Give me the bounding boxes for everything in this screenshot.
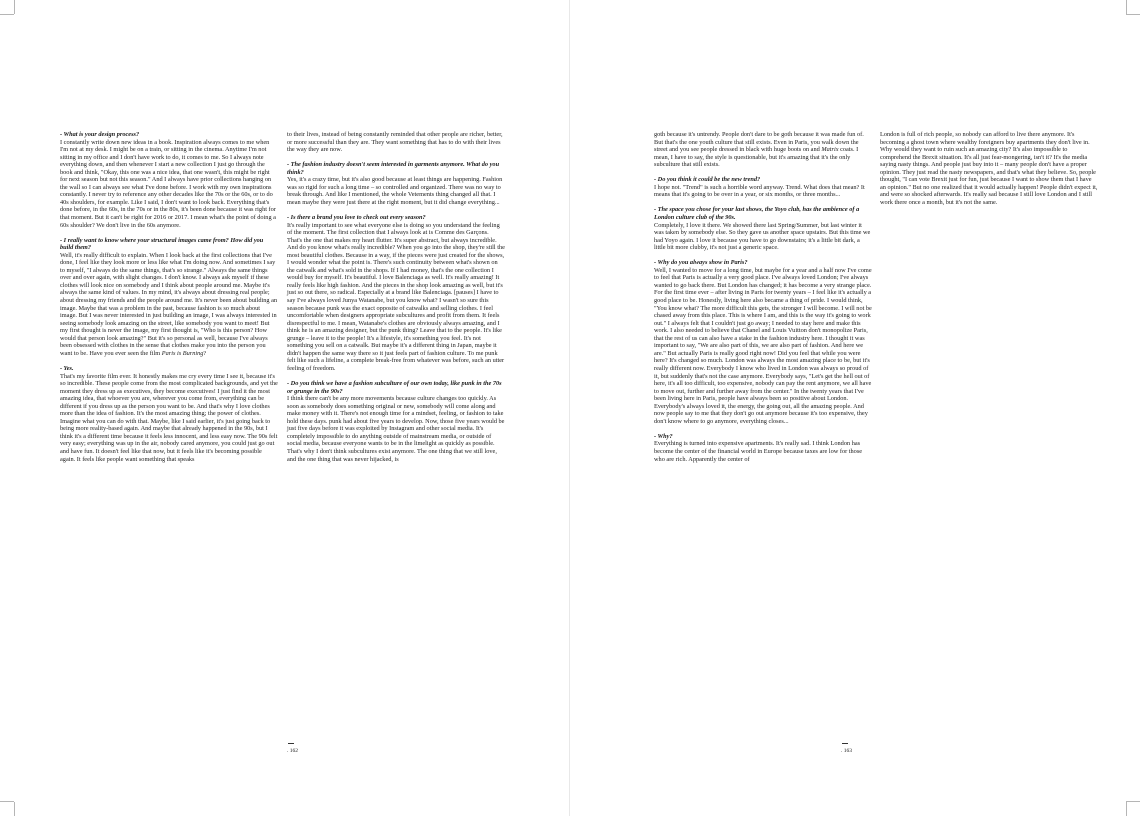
interview-answer: to their lives, instead of being constantly reminded that other people are richer, better, or more successful than they are. They want something that has to do with their lives the way they are now. [287, 131, 503, 154]
film-title: Matrix [821, 146, 839, 154]
interview-answer: Completely, I love it there. We showed there last Spring/Summer, but last winter it was taken by somebody else. So they gave us another space upstairs. But this time we had Yoyo again. I love it because you have to go downstairs; it's a little bit dark, a little bit more clubby, it's not just a generic space. [654, 221, 871, 252]
interview-answer: It's really important to see what everyone else is doing so you understand the feeling of the moment. The first collection that I always look at is Comme des Garçons. That's the one that makes my heart flutter. It's super abstract, but always incredible. And do you know what's really incredible? When you go into the shop, they're still the most beautiful clothes. Because in a way, if the pieces were just created for the shows, I would wonder what the point is. There's such continuity between what's shown on the catwalk and what's sold in the shops. If I had money, that's the one collection I would buy for myself. It's beautiful. I love Balenciaga as well. It's really amazing! It really feels like high fashion. And the pieces in the shop look amazing as well, but it's just so out there, so radical. Especially at a brand like Balenciaga. [pauses] I have to say I've always loved Junya Watanabe, but you know what? I wasn't so sure this season because punk was the exact opposite of catwalks and selling clothes. I feel uncomfortable when designers appropriate subcultures and profit from them. It feels disrespectful to me. I mean, Watanabe's clothes are obviously always amazing, and I think he is an amazing designer, but the punk thing? Leave that to the people. It's like grunge – leave it to the people! It's a lifestyle, it's something you feel. It's not something you sell on a catwalk. But maybe it's a different thing in Japan, maybe it didn't happen the same way there so it just feels part of fashion culture. To me punk felt like such a lifeline, a complete break-free from whatever was before, such an utter feeling of freedom. [287, 221, 505, 372]
interview-answer: Well, I wanted to move for a long time, but maybe for a year and a half now I've come to feel that Paris is actually a very good place. I've always loved London; I've always wanted to go back there. But London has changed; it has become a very strange place. For the first time ever – after living in Paris for twenty years – I feel like it's actually a good place to be. Honestly, living here also became a thing of pride. I would think, "You know what? The more difficult this gets, the stronger I will become. I will not be chased away from this place. This is where I am, and this is the way it's going to work out." I always felt that I couldn't just go away; I needed to stay here and make this work. I also needed to believe that Chanel and Louis Vuitton don't monopolize Paris, that the rest of us can also have a stake in the fashion industry here. I thought it was important to say, "We are also part of this, we are also part of fashion. And here we are." But actually Paris is really good right now! Did you feel that while you were here? It's changed so much. London was always the most amazing place to be, but it's really different now. Everybody I know who lived in London was always so proud of it, but suddenly that's not the case anymore. Everybody says, "Let's get the hell out of here, it's all too difficult, too expensive, nobody can pay the rent anymore, we all have to move out, further and further away from the center." In the twenty years that I've been living here in Paris, people have always been so positive about London. Everybody's always loved it, the energy, the going out, all the amazing people. And now people say to me that they don't go out anymore because it's too expensive, they don't know where to go anymore, everything closes... [654, 266, 872, 425]
interview-question: - The fashion industry doesn't seem interested in garments anymore. What do you think? [287, 161, 500, 176]
text-column-2 [287, 131, 505, 471]
interview-question: - What is your design process? [60, 131, 140, 138]
interview-question: - Why? [654, 432, 673, 440]
interview-question: - Do you think we have a fashion subculture of our own today, like punk in the 70s or grunge in the 90s? [287, 380, 502, 395]
text-column-4 [880, 131, 1098, 214]
interview-question: - I really want to know where your structural images came from? How did you build them? [60, 236, 264, 252]
interview-answer: I constantly write down new ideas in a book. Inspiration always comes to me when I'm not at my desk. I might be on a train, or sitting in the cinema. Anytime I'm not sitting in my office and I don't have work to do, it comes to me. So I always note everything down, and then whenever I start a new collection I just go through the book and think, "Okay, this one was a nice idea, that one wasn't, this might be right for next season but not this season." And I always have prior collections hanging on the wall so I can always see what I've done before. I work with my own inspirations constantly. I never try to reference any other decades like the 70s or the 60s, or to do 40s shoulders, for example. Like I said, I don't want to look back. Everything that's done before, in the 60s, in the 70s or in the 80s, it's been done because it was right for that moment. But it can't be right for 2016 or 2017. I mean what's the point of doing a 60s shoulder? We don't live in the 60s anymore. [60, 138, 276, 229]
interview-answer: London is full of rich people, so nobody can afford to live there anymore. It's becoming a ghost town where wealthy foreigners buy apartments they don't live in. Why would they want to ruin such an amazing city? It's also impossible to comprehend the Brexit situation. It's all just fear-mongering, isn't it? It's the media saying nasty things. And people just buy into it – many people don't have a proper opinion. They just read the nasty newspapers, and that's what they believe. So, people thought, "I can vote Brexit just for fun, just because I want to show them that I have an opinion." But no one realized that it would actually happen! People didn't expect it, and were so shocked afterwards. It's really sad because I still love London and I still work there once a month, but it's not the same. [880, 131, 1098, 206]
interview-answer: That's my favorite film ever. It honestly makes me cry every time I see it, because it's so incredible. These people come from the most complicated backgrounds, and yet the moment they dress up as executives, they become executives! I just find it the most amazing idea, that whoever you are, wherever you come from, everything can be different if you dress up as the person you want to be. And that's why I love clothes more than the idea of fashion. It's the most amazing thing; the power of clothes. Imagine what you can do with that. Maybe, like I said earlier, it's just going back to being more reality-based again. And maybe that already happened in the 90s, but I think it's a different time because it feels less innocent, and less easy now. The 90s felt very easy; everything was up in the air, nobody cared anymore, you could just go out and have fun. It doesn't feel like that now, but it feels like it's becoming possible again. It feels like people want something that speaks [60, 372, 278, 463]
interview-answer: I think there can't be any more movements because culture changes too quickly. As soon as somebody does something original or new, somebody will come along and make money with it. There's not enough time for a mindset, feeling, or fashion to take hold these days. punk had about five years to develop. Now, those five years would be just five days before it was exploited by Instagram and other social media. It's completely impossible to do anything outside of mainstream media, or outside of social media, because everyone wants to be in the limelight as quickly as possible. That's why I don't think subcultures exist anymore. The one thing that we still love, and the one thing that was never hijacked, is [287, 395, 505, 463]
film-title: Paris is Burning [161, 349, 204, 357]
interview-question: - Is there a brand you love to check out every season? [287, 214, 426, 222]
interview-answer: Everything is turned into expensive apartments. It's really sad. I think London has become the center of the financial world in Europe because taxes are low for those who are rich. Apparently the center of [654, 440, 863, 463]
text-column-3 [654, 131, 872, 471]
page-number: . 162 [287, 743, 298, 755]
interview-question: - Do you think it could be the new trend? [654, 176, 761, 184]
right-page [570, 0, 1140, 816]
page-number: . 163 [841, 743, 852, 755]
interview-answer: Well, it's really difficult to explain. When I look back at the first collections that I've done, I feel like they look more or less like what I'm doing now. And sometimes I say to myself, "I always do the same things, that's so strange." Always the same things over and over again, with slight changes. I don't know. I always ask myself if these clothes will look nice on somebody and I think about people around me. Maybe it's always the same kind of values. In my mind, it's always about dressing real people; about dressing my friends and the people around me. It's never been about building an image. Maybe that was a problem in the past, because fashion is so much about image. But I was never interested in just building an image, I was always interested in seeing somebody look amazing on the street, like somebody you want to meet! But my first thought is never the image, my first thought is, "Who is this person? How would that person look amazing?" But it's so personal as well, because I've always been obsessed with clothes in the sense that clothes make you into the person you want to be. Have you ever seen the film Paris is Burning? [60, 251, 278, 357]
interview-answer: Yes, it's a crazy time, but it's also good because at least things are happening. Fashion was so rigid for such a long time – so controlled and organized. There was no way to break through. And like I mentioned, the whole Vetements thing changed all that. I mean maybe they were just there at the right moment, but it did change everything... [287, 176, 503, 206]
interview-question: - Yes. [60, 364, 74, 372]
interview-question: - Why do you always show in Paris? [654, 259, 748, 267]
interview-answer: goth because it's untrendy. People don't dare to be goth because it was made fun of. But that's the one youth culture that still exists. Even in Paris, you walk down the street and you see people dressed in black with huge boots on and Matrix coats. I mean, I have to say, the style is questionable, but it's amazing that it's the only subculture that still exists. [654, 131, 864, 169]
interview-question: - The space you chose for your last shows, the Yoyo club, has the ambience of a London culture club of the 90s. [654, 206, 860, 222]
interview-answer: I hope not. "Trend" is such a horrible word anyway. Trend. What does that mean? It means that it's going to be over in a year, or six months, or three months... [654, 183, 865, 199]
text-column-1 [60, 131, 278, 471]
